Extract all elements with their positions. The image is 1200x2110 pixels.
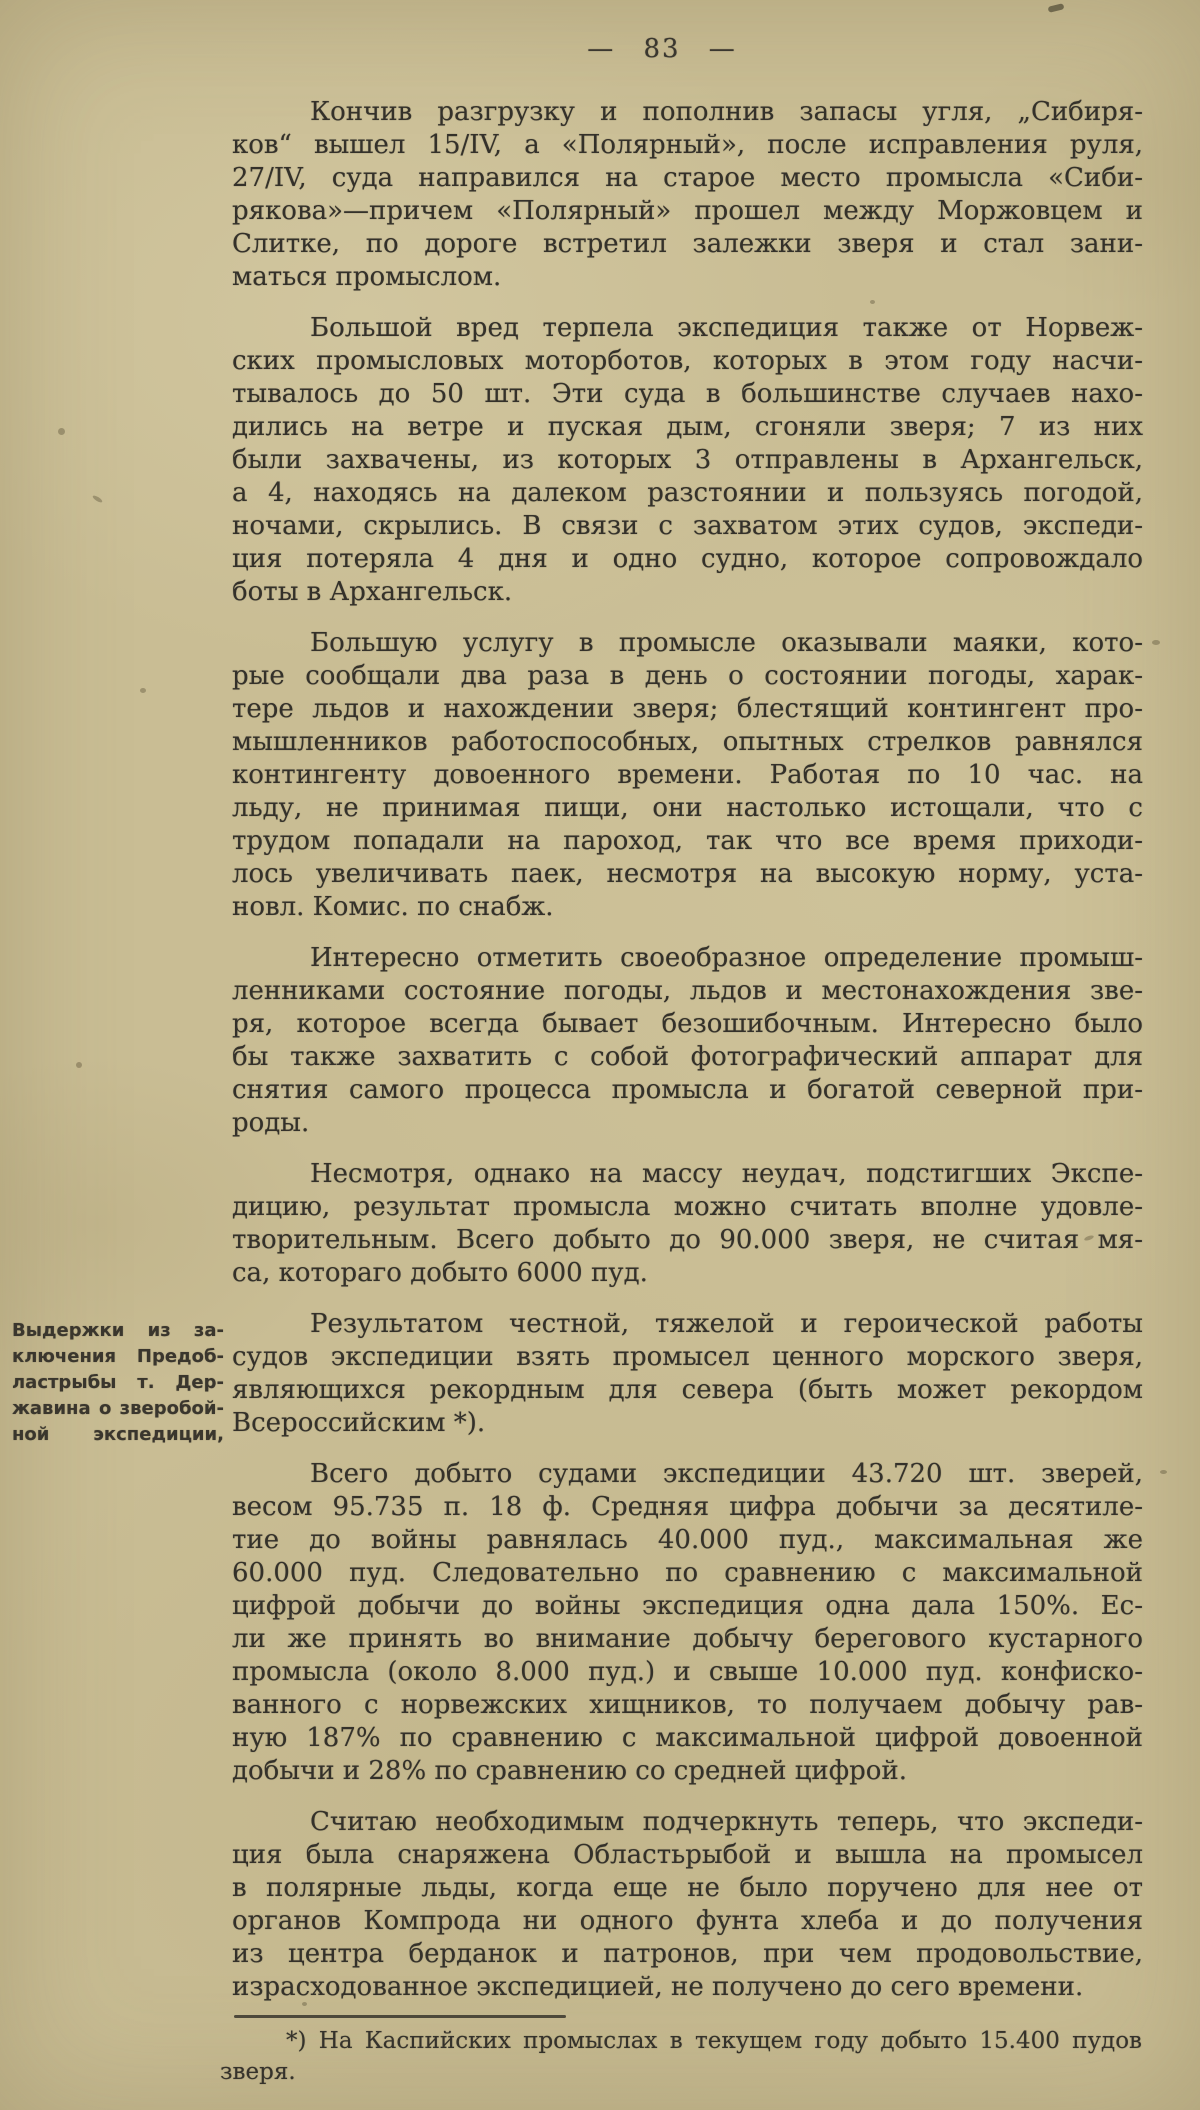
text-line: тывалось до 50 шт. Эти суда в большинстве случаев нахо-: [232, 379, 1143, 409]
margin-note: [12, 1318, 224, 1448]
text-line: контингенту довоенного времени. Работая по 10 час. на: [232, 760, 1143, 790]
footnote-rule: [234, 2015, 566, 2018]
text-line: ря, которое всегда бывает безошибочным. Интересно было: [232, 1009, 1143, 1039]
text-line: израсходованное экспедицией, не получено до сего времени.: [232, 1972, 1084, 2002]
page-number: — 83 —: [587, 34, 737, 64]
text-line: Несмотря, однако на массу неудач, подстигших Экспе-: [310, 1159, 1143, 1189]
text-line: рые сообщали два раза в день о состоянии погоды, харак-: [232, 661, 1143, 691]
scan-speck: [302, 2002, 307, 2006]
text-line: были захвачены, из которых 3 отправлены в Архангельск,: [232, 445, 1143, 475]
scan-speck: [140, 688, 146, 693]
text-line: новл. Комис. по снабж.: [232, 892, 554, 922]
text-line: творительным. Всего добыто до 90.000 зверя, не считая мя-: [232, 1225, 1143, 1255]
text-line: промысла (около 8.000 пуд.) и свыше 10.000 пуд. конфиско-: [232, 1657, 1143, 1687]
text-line: Выдержки из за-: [12, 1320, 224, 1341]
text-line: Считаю необходимым подчеркнуть теперь, что экспеди-: [310, 1807, 1143, 1837]
text-line: трудом попадали на пароход, так что все время приходи-: [232, 826, 1143, 856]
text-line: органов Компрода ни одного фунта хлеба и до получения: [232, 1906, 1143, 1936]
text-column: [232, 96, 1143, 2022]
text-line: Большую услугу в промысле оказывали маяки, кото-: [310, 628, 1143, 658]
text-line: ванного с норвежских хищников, то получаем добычу рав-: [232, 1690, 1143, 1720]
paragraph: [232, 1158, 1143, 1290]
text-line: рякова»—причем «Полярный» прошел между Моржовцем и: [232, 196, 1143, 226]
text-line: в полярные льды, когда еще не было поручено для нее от: [232, 1873, 1143, 1903]
text-line: ли же принять во внимание добычу берегового кустарного: [232, 1624, 1143, 1654]
text-line: а 4, находясь на далеком разстоянии и пользуясь погодой,: [232, 478, 1143, 508]
text-line: лось увеличивать паек, несмотря на высокую норму, уста-: [232, 859, 1143, 889]
scan-speck: [870, 300, 875, 304]
text-line: са, котораго добыто 6000 пуд.: [232, 1258, 648, 1288]
scan-speck: [76, 1062, 82, 1068]
text-line: из центра берданок и патронов, при чем продовольствие,: [232, 1939, 1143, 1969]
text-line: ков“ вышел 15/IV, а «Полярный», после исправления руля,: [232, 130, 1143, 160]
scan-speck: [92, 494, 103, 503]
footnote: [220, 2026, 1142, 2088]
text-line: дицию, результат промысла можно считать вполне удовле-: [232, 1192, 1143, 1222]
scan-speck: [58, 428, 65, 435]
text-line: зверя.: [220, 2059, 296, 2085]
text-line: бы также захватить с собой фотографический аппарат для: [232, 1042, 1143, 1072]
text-line: Всего добыто судами экспедиции 43.720 шт. зверей,: [310, 1459, 1143, 1489]
text-line: Большой вред терпела экспедиция также от Норвеж-: [310, 313, 1143, 343]
text-line: ластрыбы т. Дер-: [12, 1372, 224, 1393]
text-line: ной экспедиции,: [12, 1424, 224, 1445]
text-line: ключения Предоб-: [12, 1346, 224, 1367]
text-line: добычи и 28% по сравнению со средней цифрой.: [232, 1756, 907, 1786]
text-line: ских промысловых моторботов, которых в этом году насчи-: [232, 346, 1143, 376]
text-line: ция потеряла 4 дня и одно судно, которое сопровождало: [232, 544, 1143, 574]
text-line: цифрой добычи до войны экспедиция одна дала 150%. Ес-: [232, 1591, 1143, 1621]
scan-speck: [1152, 640, 1160, 645]
text-line: ция была снаряжена Областьрыбой и вышла на промысел: [232, 1840, 1143, 1870]
scan-speck: [1160, 1470, 1167, 1474]
text-line: Интересно отметить своеобразное определение промыш-: [310, 943, 1143, 973]
scan-speck: [1048, 3, 1065, 13]
text-line: Всероссийским *).: [232, 1408, 486, 1438]
text-line: роды.: [232, 1108, 310, 1138]
text-line: Кончив разгрузку и пополнив запасы угля, „Сибиря-: [310, 97, 1143, 127]
text-line: тере льдов и нахождении зверя; блестящий контингент про-: [232, 694, 1143, 724]
text-line: льду, не принимая пищи, они настолько истощали, что с: [232, 793, 1143, 823]
text-line: ночами, скрылись. В связи с захватом этих судов, экспеди-: [232, 511, 1143, 541]
paragraph: [232, 312, 1143, 609]
text-line: весом 95.735 п. 18 ф. Средняя цифра добычи за десятиле-: [232, 1492, 1143, 1522]
paragraph: [232, 1458, 1143, 1788]
text-line: маться промыслом.: [232, 262, 502, 292]
paragraph: [232, 942, 1143, 1140]
text-line: мышленников работоспособных, опытных стрелков равнялся: [232, 727, 1143, 757]
paragraph: [232, 627, 1143, 924]
text-line: жавина о зверобой-: [12, 1398, 224, 1419]
paragraph: [232, 1308, 1143, 1440]
text-line: являющихся рекордным для севера (быть может рекордом: [232, 1375, 1143, 1405]
text-line: 27/IV, суда направился на старое место промысла «Сиби-: [232, 163, 1143, 193]
text-line: дились на ветре и пуская дым, сгоняли зверя; 7 из них: [232, 412, 1143, 442]
paragraph: [232, 96, 1143, 294]
text-line: ленниками состояние погоды, льдов и местонахождения зве-: [232, 976, 1143, 1006]
text-line: *) На Каспийских промыслах в текущем году добыто 15.400 пудов: [286, 2028, 1142, 2054]
text-line: боты в Архангельск.: [232, 577, 513, 607]
text-line: ную 187% по сравнению с максимальной цифрой довоенной: [232, 1723, 1143, 1753]
text-line: снятия самого процесса промысла и богатой северной при-: [232, 1075, 1143, 1105]
paragraph: [232, 1806, 1143, 2004]
text-line: тие до войны равнялась 40.000 пуд., максимальная же: [232, 1525, 1143, 1555]
text-line: Результатом честной, тяжелой и героической работы: [310, 1309, 1143, 1339]
text-line: 60.000 пуд. Следовательно по сравнению с максимальной: [232, 1558, 1143, 1588]
text-line: судов экспедиции взять промысел ценного морского зверя,: [232, 1342, 1143, 1372]
text-line: Слитке, по дороге встретил залежки зверя и стал зани-: [232, 229, 1143, 259]
